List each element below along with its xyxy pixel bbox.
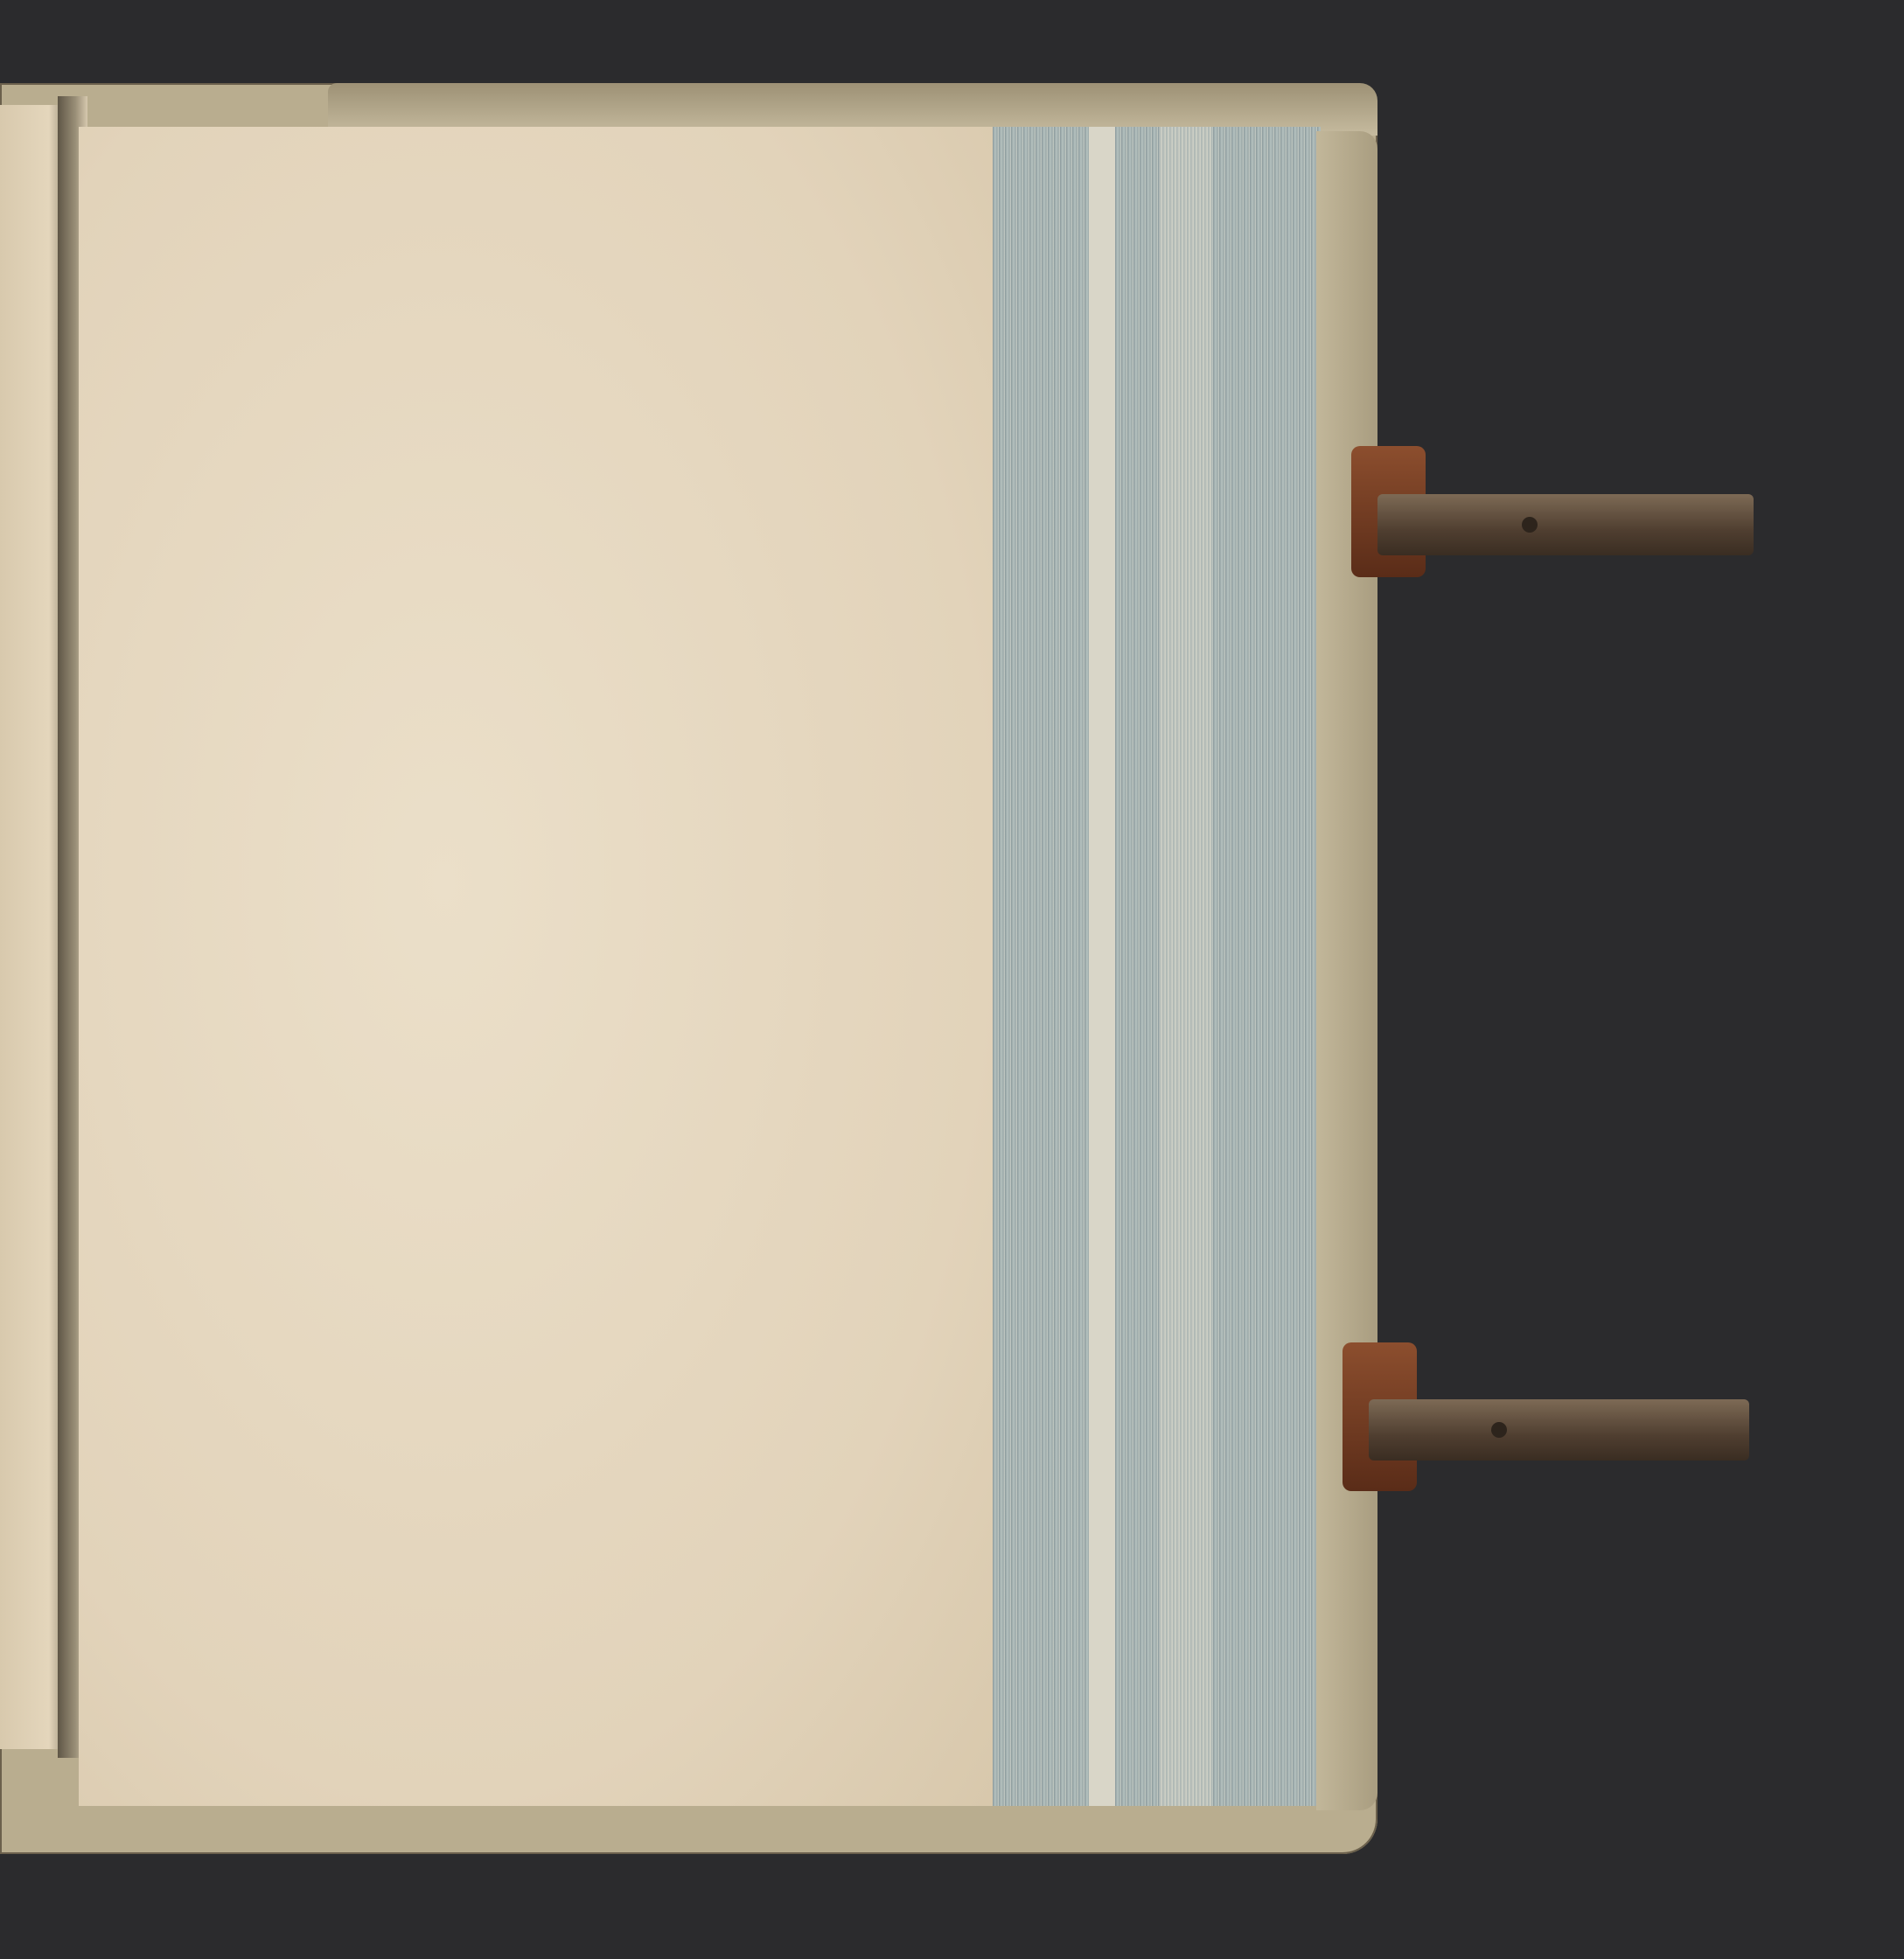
lower-clasp-strap[interactable] [1369,1399,1749,1461]
fore-edge-band [1089,127,1115,1806]
rivet-icon [1491,1422,1507,1438]
fore-edge-band [1159,127,1211,1806]
right-page [79,127,993,1806]
cover-edge [1316,131,1377,1810]
rivet-icon [1522,517,1538,533]
upper-clasp-strap[interactable] [1377,494,1754,555]
page-fore-edge [993,127,1321,1806]
